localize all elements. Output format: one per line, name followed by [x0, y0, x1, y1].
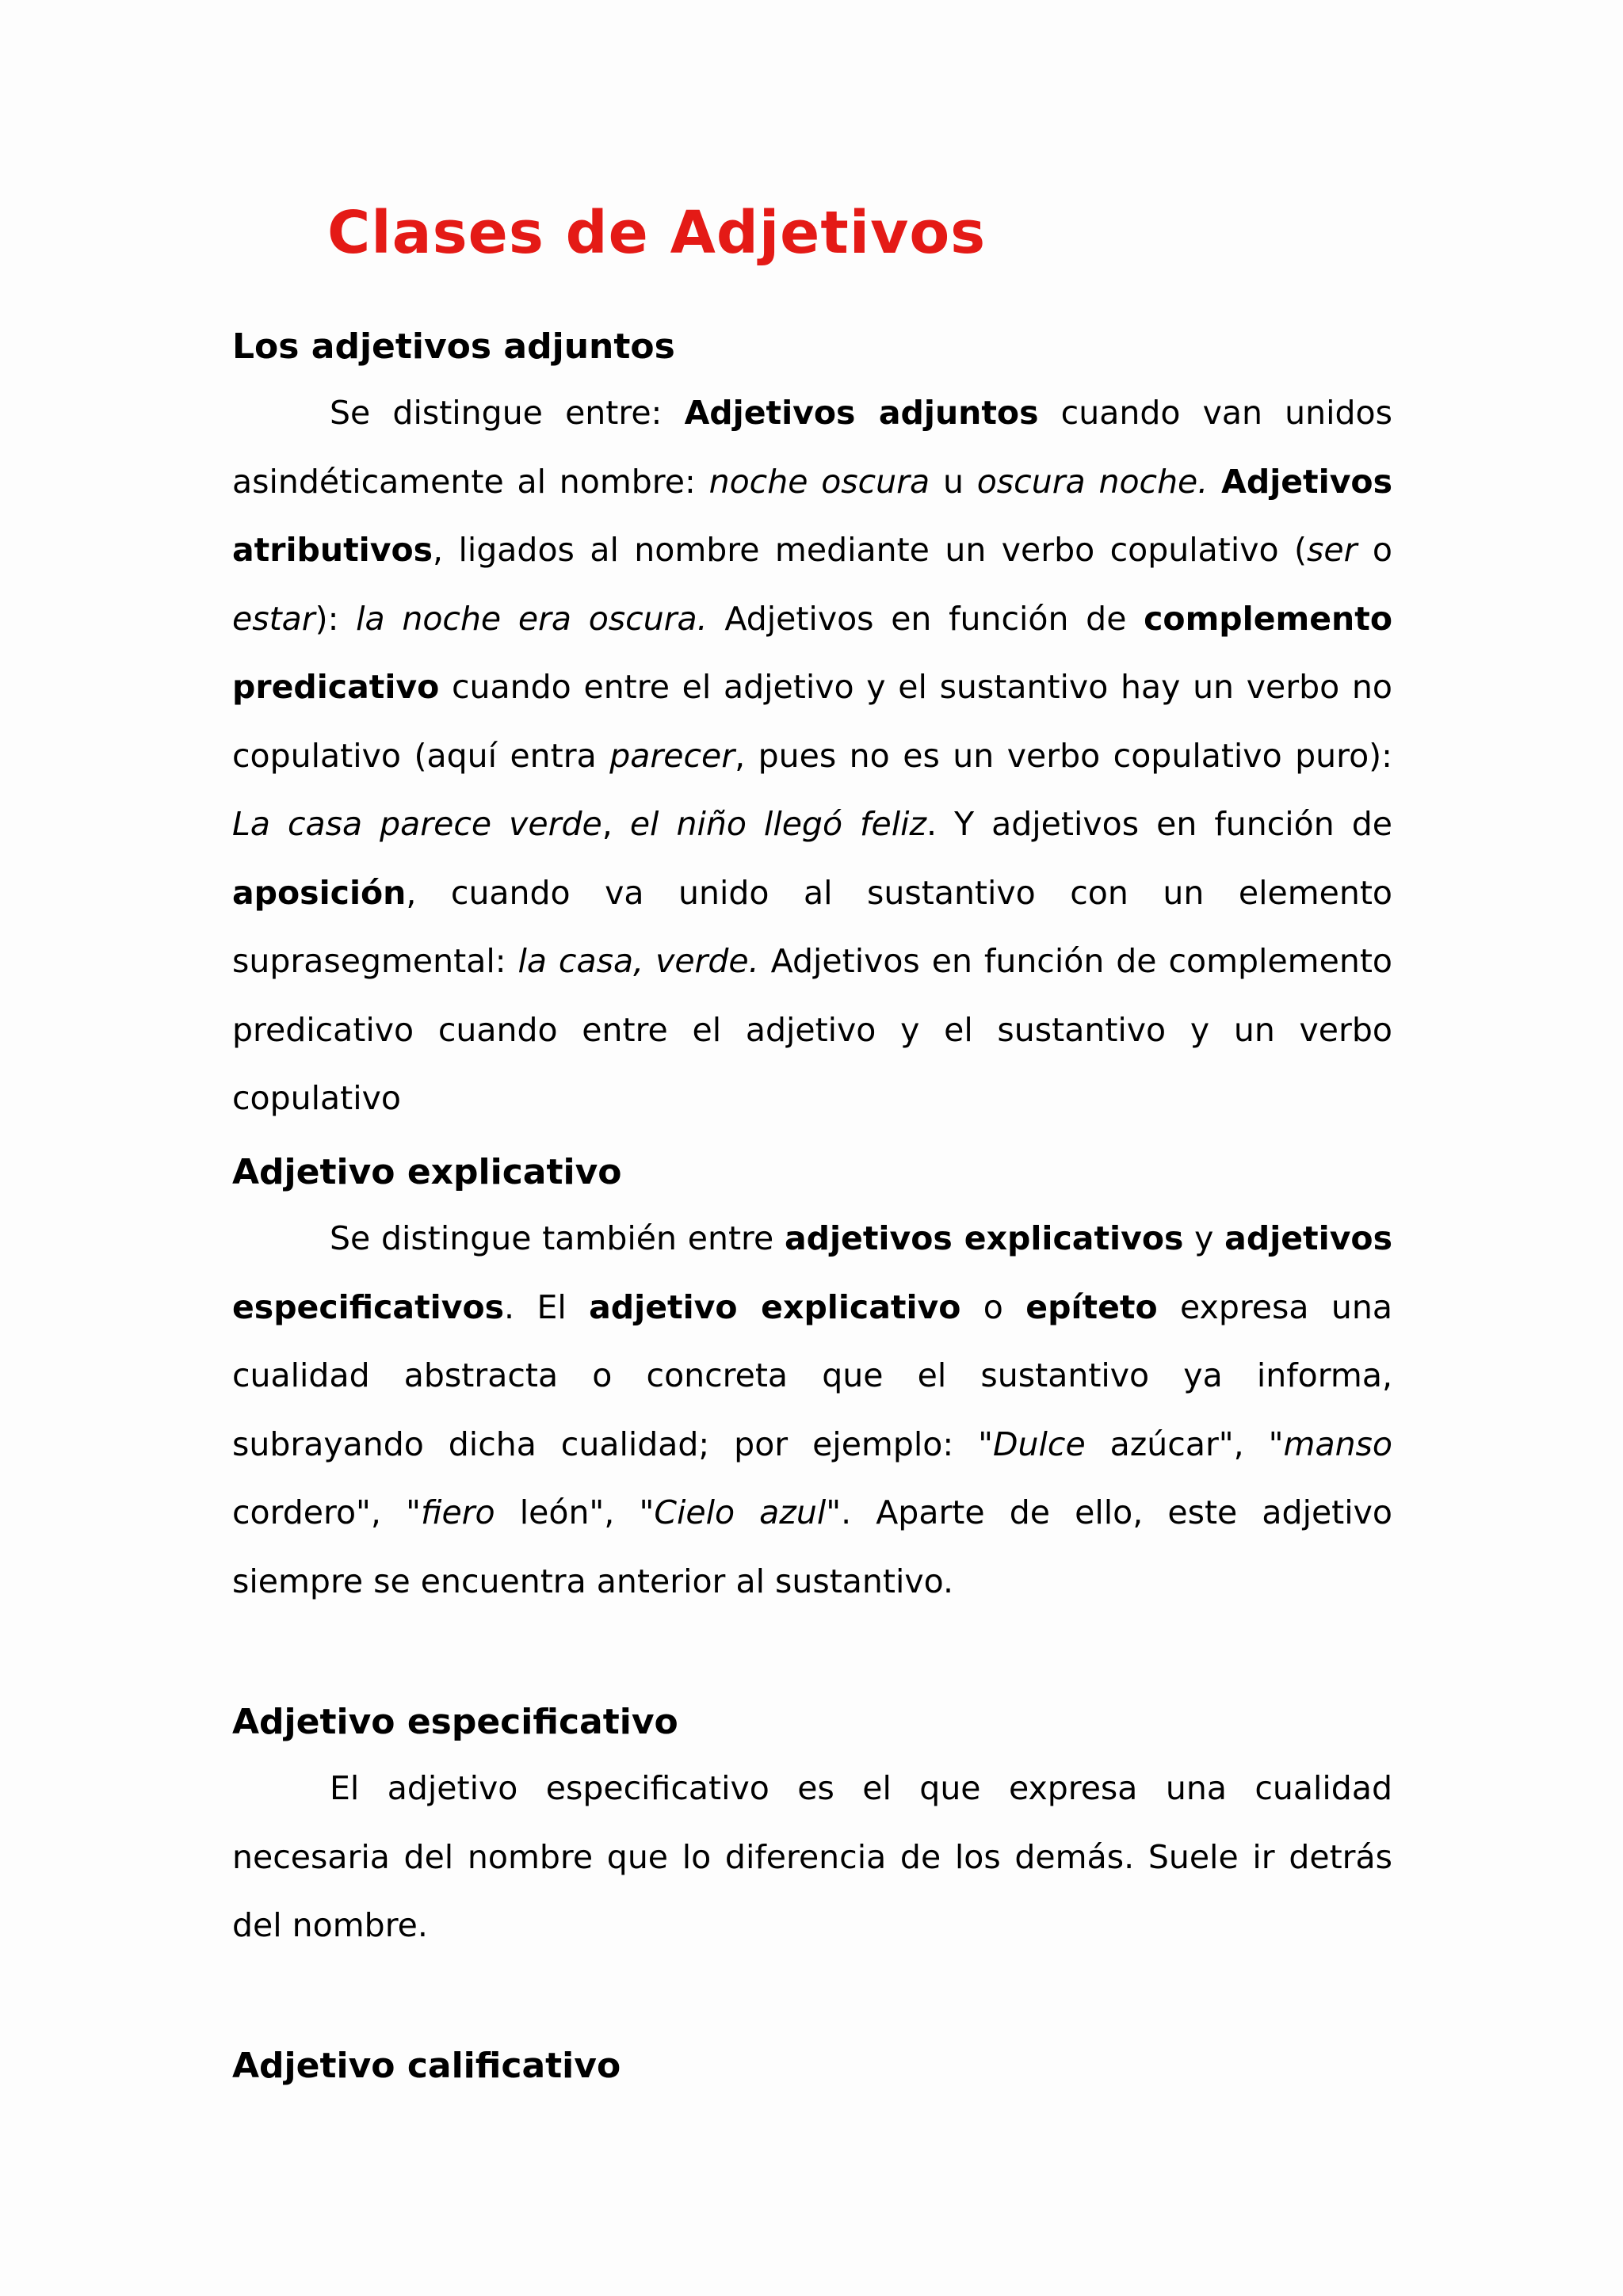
- text-run: o: [1357, 531, 1392, 569]
- text-run: ". Aparte de ello, este adjetivo siempre se encuentra anterior al sustantivo.: [232, 1493, 1392, 1600]
- text-run: ):: [315, 599, 357, 638]
- bold-run: Adjetivos adjuntos: [684, 394, 1039, 432]
- text-run: Se distingue entre:: [330, 394, 685, 432]
- text-run: Adjetivos en función de: [707, 599, 1144, 638]
- text-run: o: [960, 1287, 1026, 1326]
- italic-run: fiero: [420, 1493, 495, 1531]
- section-adjetivo-especificativo: [232, 1699, 1392, 1960]
- italic-run: Dulce: [992, 1425, 1086, 1463]
- bold-run: epíteto: [1025, 1287, 1158, 1326]
- italic-run: Cielo azul: [654, 1493, 827, 1531]
- italic-run: la casa, verde.: [517, 942, 759, 980]
- italic-run: parecer: [609, 736, 735, 775]
- italic-run: ser: [1307, 531, 1358, 569]
- section-paragraph: [232, 1204, 1392, 1615]
- section-heading: Los adjetivos adjuntos: [232, 326, 675, 367]
- italic-run: la noche era oscura.: [356, 599, 708, 638]
- section-heading: Adjetivo calificativo: [232, 2046, 621, 2086]
- italic-run: noche oscura: [708, 462, 930, 501]
- text-run: Se distingue también entre: [330, 1219, 785, 1257]
- text-run: . El: [504, 1287, 590, 1326]
- italic-run: el niño llegó feliz: [629, 805, 927, 843]
- bold-run: adjetivos especificativos: [232, 1219, 1392, 1326]
- text-run: cordero", ": [232, 1493, 421, 1531]
- italic-run: manso: [1283, 1425, 1392, 1463]
- text-run: azúcar", ": [1085, 1425, 1284, 1463]
- bold-run: adjetivos explicativos: [784, 1219, 1184, 1257]
- text-run: , cuando va unido al sustantivo con un elemento suprasegmental:: [232, 873, 1392, 980]
- text-run: , ligados al nombre mediante un verbo copulativo (: [433, 531, 1308, 569]
- text-run: expresa una cualidad abstracta o concreta que el sustantivo ya informa, subrayando dicha cualidad; por ejemplo: ": [232, 1287, 1392, 1463]
- text-run: cuando van unidos asindéticamente al nombre:: [232, 394, 1393, 501]
- bold-run: complemento predicativo: [232, 599, 1392, 706]
- bold-run: Adjetivos atributivos: [232, 462, 1392, 569]
- section-paragraph: [232, 379, 1392, 1133]
- page-title: Clases de Adjetivos: [327, 199, 987, 267]
- text-run: ,: [601, 805, 630, 843]
- text-run: . Y adjetivos en función de: [926, 805, 1392, 843]
- text-run: u: [930, 462, 977, 501]
- italic-run: estar: [232, 599, 315, 638]
- text-run: y: [1183, 1219, 1225, 1257]
- section-heading: Adjetivo explicativo: [232, 1152, 622, 1192]
- italic-run: oscura noche.: [976, 462, 1209, 501]
- italic-run: La casa parece verde: [232, 805, 602, 843]
- text-run: El adjetivo especificativo es el que expresa una cualidad necesaria del nombre que lo diferencia de los demás. Suele ir detrás del nombre.: [232, 1769, 1392, 1944]
- text-run: cuando entre el adjetivo y el sustantivo hay un verbo no copulativo (aquí entra: [232, 668, 1392, 775]
- text-run: , pues no es un verbo copulativo puro):: [735, 736, 1392, 775]
- section-adjetivos-adjuntos: [232, 323, 1392, 1133]
- section-paragraph: [232, 1754, 1392, 1960]
- bold-run: aposición: [232, 873, 407, 912]
- bold-run: adjetivo explicativo: [589, 1287, 961, 1326]
- section-heading: Adjetivo especificativo: [232, 1702, 678, 1742]
- text-run: Adjetivos en función de complemento predicativo cuando entre el adjetivo y el sustantivo y un verbo copulativo: [232, 942, 1392, 1117]
- section-adjetivo-calificativo: [232, 2042, 1392, 2090]
- text-run: león", ": [495, 1493, 655, 1531]
- text-run: [1208, 463, 1221, 501]
- section-adjetivo-explicativo: [232, 1149, 1392, 1615]
